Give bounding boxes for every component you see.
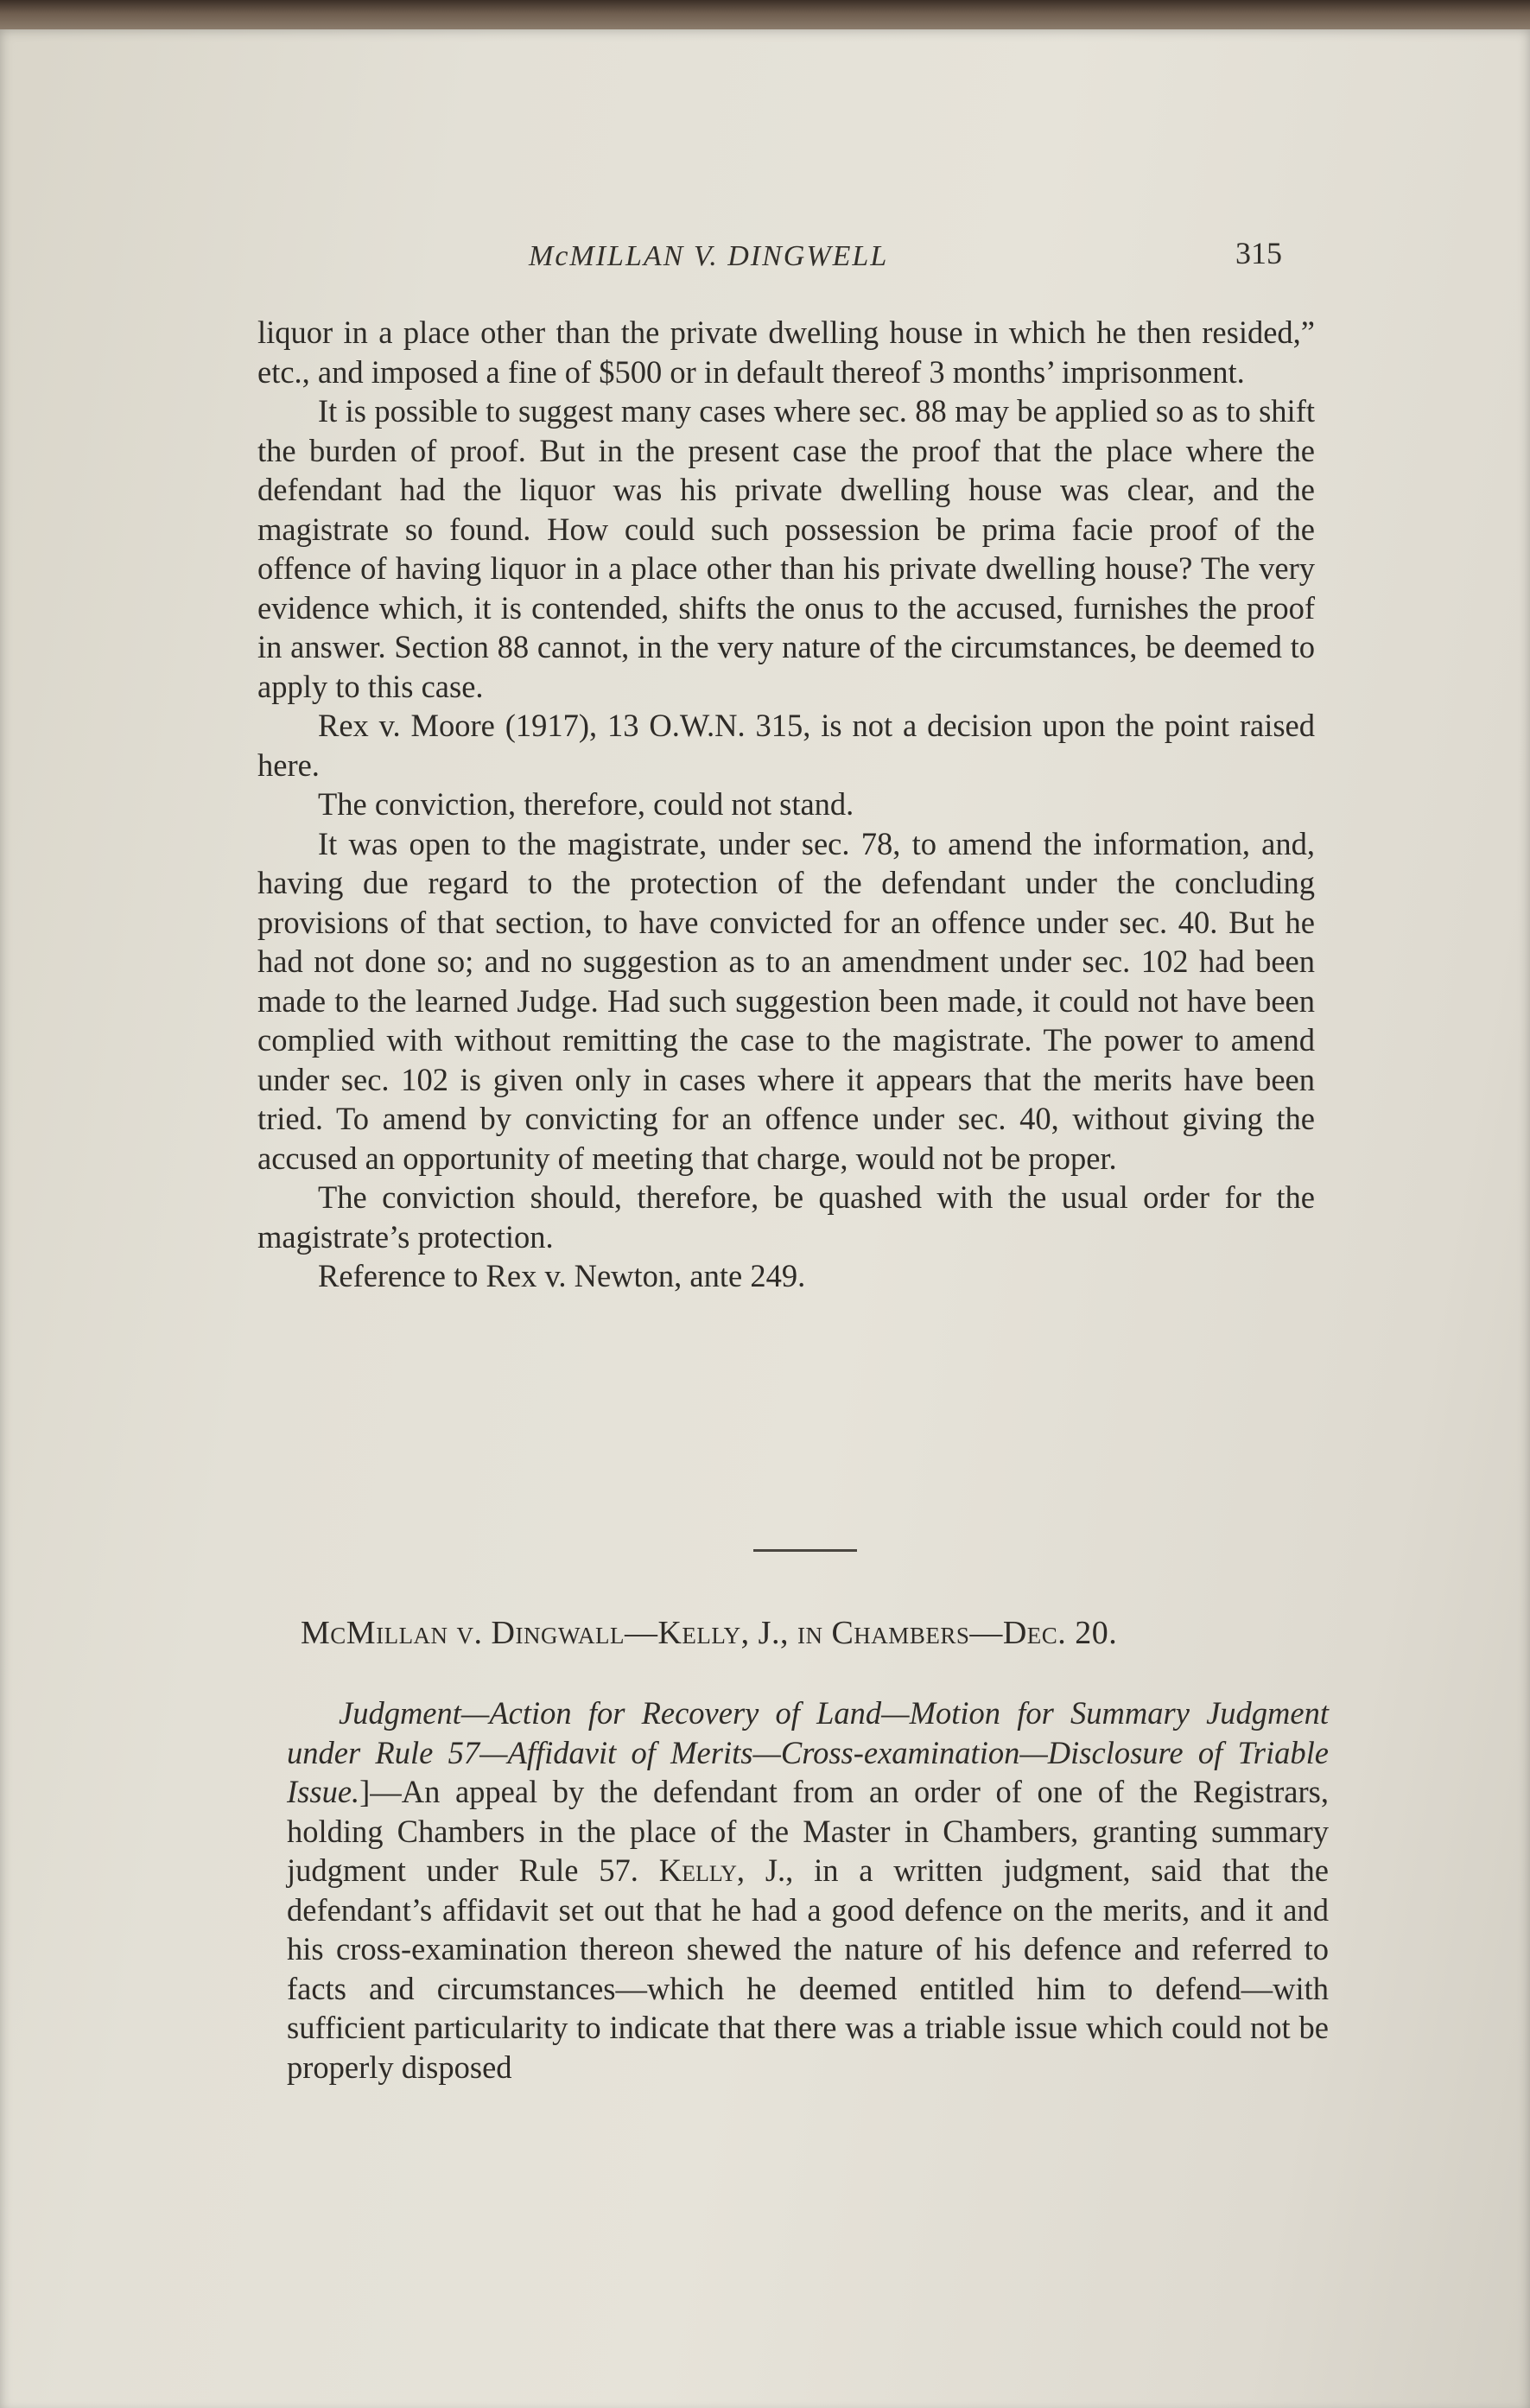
paragraph: The conviction, therefore, could not stand. xyxy=(318,786,854,822)
case-heading xyxy=(301,1614,1320,1652)
case-parties: McMillan v. Dingwall xyxy=(301,1615,625,1651)
case-date: Dec. 20. xyxy=(1002,1615,1118,1651)
headnote-judge: Kelly, J. xyxy=(658,1852,786,1888)
headnote-text: , in a written judgment, said that the defendant’s affidavit set out that he had a good defence on the merits, and it and his cross-examination thereon shewed the nature of his defence and referred to facts and circumstances—which he deemed entitled him to defend—with sufficient particularity to indicate that there was a triable issue which could not be properly disposed xyxy=(287,1852,1329,2085)
paragraph: The conviction should, therefore, be quashed with the usual order for the magistrate’s protection. xyxy=(257,1179,1315,1255)
headnote-text: —An appeal by the defendant from an order of one of the Registrars, holding Chambers in the place of the Master in Chambers, granting summary judgment under Rule 57. xyxy=(287,1774,1329,1888)
paragraph: liquor in a place other than the private dwelling house in which he then resided,” etc., and imposed a fine of $500 or in default thereof 3 months’ imprisonment. xyxy=(257,315,1315,390)
headnote-paragraph xyxy=(287,1693,1329,2087)
page-number: 315 xyxy=(1235,236,1282,270)
page-top-edge xyxy=(0,0,1530,29)
paragraph: Reference to Rex v. Newton, ante 249. xyxy=(318,1258,806,1293)
heading-dash: — xyxy=(624,1615,658,1651)
running-head xyxy=(259,226,1296,278)
headnote-catchwords: Judgment—Action for Recovery of Land—Motion for Summary Judgment under Rule 57—Affidavit of Merits—Cross-examination—Disclosure of Triable Issue. xyxy=(287,1695,1329,1809)
headnote xyxy=(287,1693,1329,2087)
body-text xyxy=(257,313,1315,1296)
headnote-bracket: ] xyxy=(359,1774,371,1809)
running-head-title: McMILLAN V. DINGWELL xyxy=(529,240,889,272)
paragraph: Rex v. Moore (1917), 13 O.W.N. 315, is not a decision upon the point raised here. xyxy=(257,708,1315,783)
section-divider xyxy=(753,1549,857,1552)
paragraph: It is possible to suggest many cases where sec. 88 may be applied so as to shift the burden of proof. But in the present case the proof that the place where the defendant had the liquor was his private dwelling house was clear, and the magistrate so found. How could such possession be prima facie proof of the offence of having liquor in a place other than his private dwelling house? The very evidence which, it is contended, shifts the onus to the accused, furnishes the proof in answer. Section 88 cannot, in the very nature of the circumstances, be deemed to apply to this case. xyxy=(257,393,1315,704)
paragraph: It was open to the magistrate, under sec. 78, to amend the information, and, having due regard to the protection of the defendant under the concluding provisions of that section, to have convicted for an offence under sec. 40. But he had not done so; and no suggestion as to an amendment under sec. 102 had been made to the learned Judge. Had such suggestion been made, it could not have been complied with without remitting the case to the magistrate. The power to amend under sec. 102 is given only in cases where it appears that the merits have been tried. To amend by convicting for an offence under sec. 40, without giving the accused an opportunity of meeting that charge, would not be proper. xyxy=(257,825,1315,1176)
case-judge: Kelly, J., in Chambers xyxy=(657,1615,970,1651)
heading-dash: — xyxy=(969,1615,1003,1651)
